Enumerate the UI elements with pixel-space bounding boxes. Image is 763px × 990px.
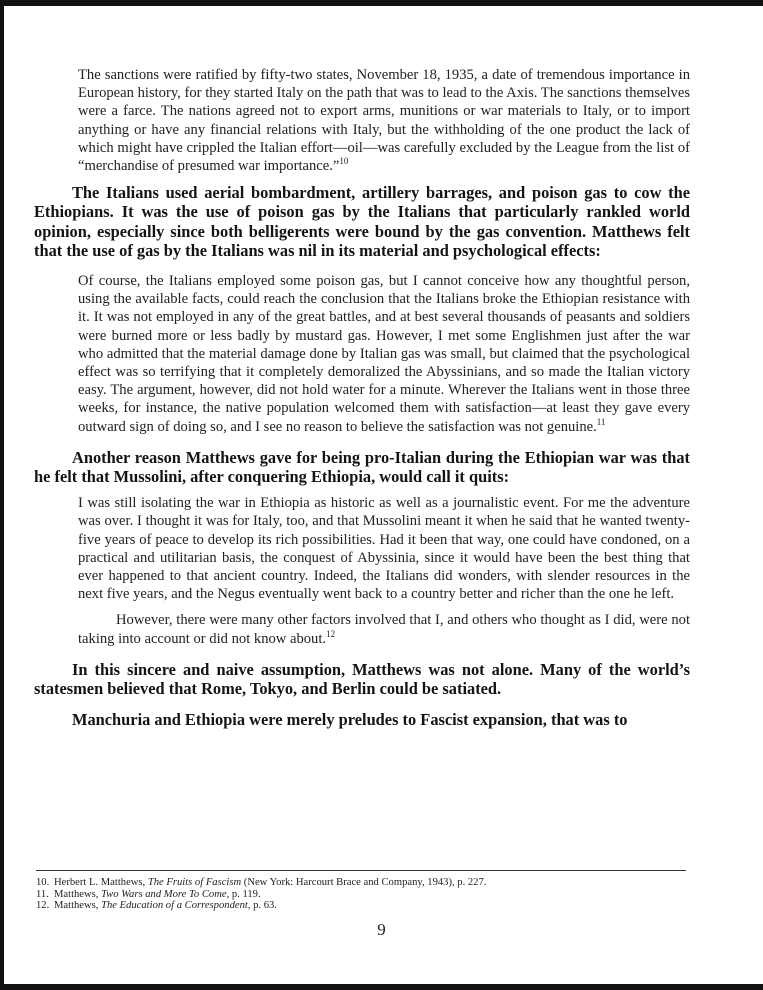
paragraph-poison-gas: The Italians used aerial bombardment, artillery barrages, and poison gas to cow the Ethiopians. It was the use of poison gas by the Italians that particularly rankled world opinion, especially since both belligerents were bound by the gas convention. Matthews felt that the use of gas by the Italians was nil in its material and psychological effects: <box>34 183 690 260</box>
footnote-ref: 11 <box>596 416 606 427</box>
quote-text: However, there were many other factors involved that I, and others who thought as I did, were not taking into account or did not know about. <box>78 612 690 647</box>
paragraph-mussolini: Another reason Matthews gave for being pro-Italian during the Ethiopian war was that he felt that Mussolini, after conquering Ethiopia, would call it quits: <box>34 447 690 487</box>
footnote-ref: 10 <box>339 156 349 167</box>
paragraph-statesmen: In this sincere and naive assumption, Matthews was not alone. Many of the world’s statesmen believed that Rome, Tokyo, and Berlin could be satiated. <box>34 659 690 699</box>
footnote-ref: 12 <box>326 628 336 639</box>
page-body <box>34 66 690 730</box>
quote-text: Of course, the Italians employed some poison gas, but I cannot conceive how any thoughtful person, using the available facts, could reach the conclusion that the Italians broke the Ethiopian resistance with it. It was not employed in any of the great battles, and at best several thousands of peasants and soldiers were burned more or less badly by mustard gas. However, I met some Englishmen just after the war who admitted that the material damage done by Italian gas was small, but claimed that the psychological effect was so terrifying that it completely demoralized the Abyssinians, and so made the Italian victory easy. The argument, however, did not hold water for a minute. Wherever the Italians went in those three weeks, for instance, the native population welcomed them with satisfaction—at least they gave every outward sign of doing so, and I see no reason to believe the satisfaction was not genuine. <box>78 273 690 435</box>
block-quote-gas <box>78 272 690 436</box>
book-title: The Fruits of Fascism <box>147 877 242 888</box>
bottom-border <box>0 984 763 990</box>
footnote-10: 10. Herbert L. Matthews, The Fruits of Fascism (New York: Harcourt Brace and Company, 1943), p. 227. <box>36 877 487 888</box>
top-border <box>0 0 763 6</box>
footnote-11: 11. Matthews, Two Wars and More To Come, p. 119. <box>36 888 261 900</box>
book-title: Two Wars and More To Come <box>101 888 227 900</box>
footnotes <box>36 870 686 912</box>
paragraph-manchuria: Manchuria and Ethiopia were merely preludes to Fascist expansion, that was to <box>72 710 628 730</box>
footnote-12: 12. Matthews, The Education of a Correspondent, p. 63. <box>36 900 277 912</box>
block-quote-factors <box>78 611 690 647</box>
block-quote-isolating: I was still isolating the war in Ethiopia as historic as well as a journalistic event. For me the adventure was over. I thought it was for Italy, too, and that Mussolini meant it when he said that he wanted twenty-five years of peace to develop its rich possibilities. Had it been that way, one could have condoned, on a practical and utilitarian basis, the conquest of Abyssinia, since it would have been the best thing that ever happened to that ancient country. Indeed, the Italians did wonders, with slender resources in the next five years, and the Negus eventually went back to a country better and richer than the one he left. <box>78 495 690 603</box>
left-border <box>0 0 4 990</box>
block-quote-sanctions <box>78 66 690 175</box>
book-title: The Education of a Correspondent <box>101 900 248 912</box>
quote-text: The sanctions were ratified by fifty-two states, November 18, 1935, a date of tremendous importance in European history, for they started Italy on the path that was to lead to the Axis. The sanctions themselves were a farce. The nations agreed not to export arms, munitions or war materials to Italy, or to import anything or have any financial relations with Italy, but the withholding of the one product the lack of which might have crippled the Italian effort—oil—was carefully excluded by the League from the list of “merchandise of presumed war importance.” <box>78 67 690 175</box>
page-number: 9 <box>377 920 386 939</box>
